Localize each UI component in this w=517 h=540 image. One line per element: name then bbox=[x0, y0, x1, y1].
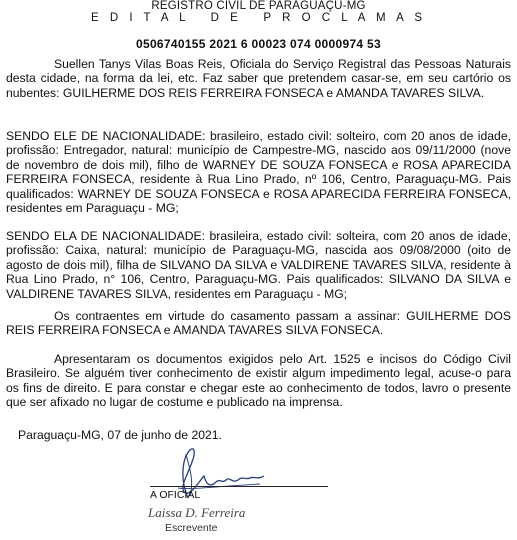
groom-paragraph: SENDO ELE DE NACIONALIDADE: brasileiro, estado civil: solteiro, com 20 anos de idade, profissão: Entregador, natural: município de Campestre-MG, nascido aos 09/11/2000 (nove de novembro de dois mil), filho de WARNEY DE SOUZA FONSECA e ROSA APARECIDA FERREIRA FONSECA, residente à Rua Lino Prado, nº 106, Centro, Paraguaçu-MG. Pais qualificados: WARNEY DE SOUZA FONSECA e ROSA APARECIDA FERREIRA FONSECA, residentes em Paraguaçu - MG; bbox=[6, 129, 511, 216]
bride-paragraph: SENDO ELA DE NACIONALIDADE: brasileira, estado civil: solteira, com 20 anos de idade, profissão: Caixa, natural: município de Paraguaçu-MG, nascida aos 09/08/2000 (oito de agosto de dois mil), filha de SILVANO DA SILVA e VALDIRENE TAVARES SILVA, residente à Rua Lino Prado, n° 106, Centro, Paraguaçu-MG. Pais qualificados: SILVANO DA SILVA e VALDIRENE TAVARES SILVA, residentes em Paraguaçu - MG; bbox=[6, 229, 511, 301]
document-title: E D I T A L D E P R O C L A M A S bbox=[90, 12, 427, 24]
signature-label: A OFICIAL bbox=[150, 489, 201, 501]
signer-role: Escrevente bbox=[165, 522, 218, 534]
date-line: Paraguaçu-MG, 07 de junho de 2021. bbox=[18, 428, 222, 442]
intro-paragraph: Suellen Tanys Vilas Boas Reis, Oficiala do Serviço Registral das Pessoas Naturais desta cidade, na forma da lei, etc. Faz saber que pretendem casar-se, em seu cartório os nubentes: GUILHERME DOS REIS FERREIRA FONSECA e AMANDA TAVARES SILVA. bbox=[6, 57, 511, 100]
registry-code: 0506740155 2021 6 00023 074 0000974 53 bbox=[136, 37, 381, 51]
signer-name: Laissa D. Ferreira bbox=[148, 505, 246, 520]
closing-paragraph: Apresentaram os documentos exigidos pelo Art. 1525 e incisos do Código Civil Brasileiro. Se alguém tiver conhecimento de existir algum impedimento legal, acuse-o para os fins de direito. E para constar e chegar este ao conhecimento de todos, lavro o presente que ser afixado no lugar de costume e publicado na imprensa. bbox=[6, 352, 511, 410]
office-name: REGISTRO CIVIL DE PARAGUAÇU-MG bbox=[151, 0, 366, 12]
names-after-paragraph: Os contraentes em virtude do casamento passam a assinar: GUILHERME DOS REIS FERREIRA FONSECA e AMANDA TAVARES SILVA FONSECA. bbox=[6, 309, 511, 338]
signature-line bbox=[150, 486, 328, 487]
